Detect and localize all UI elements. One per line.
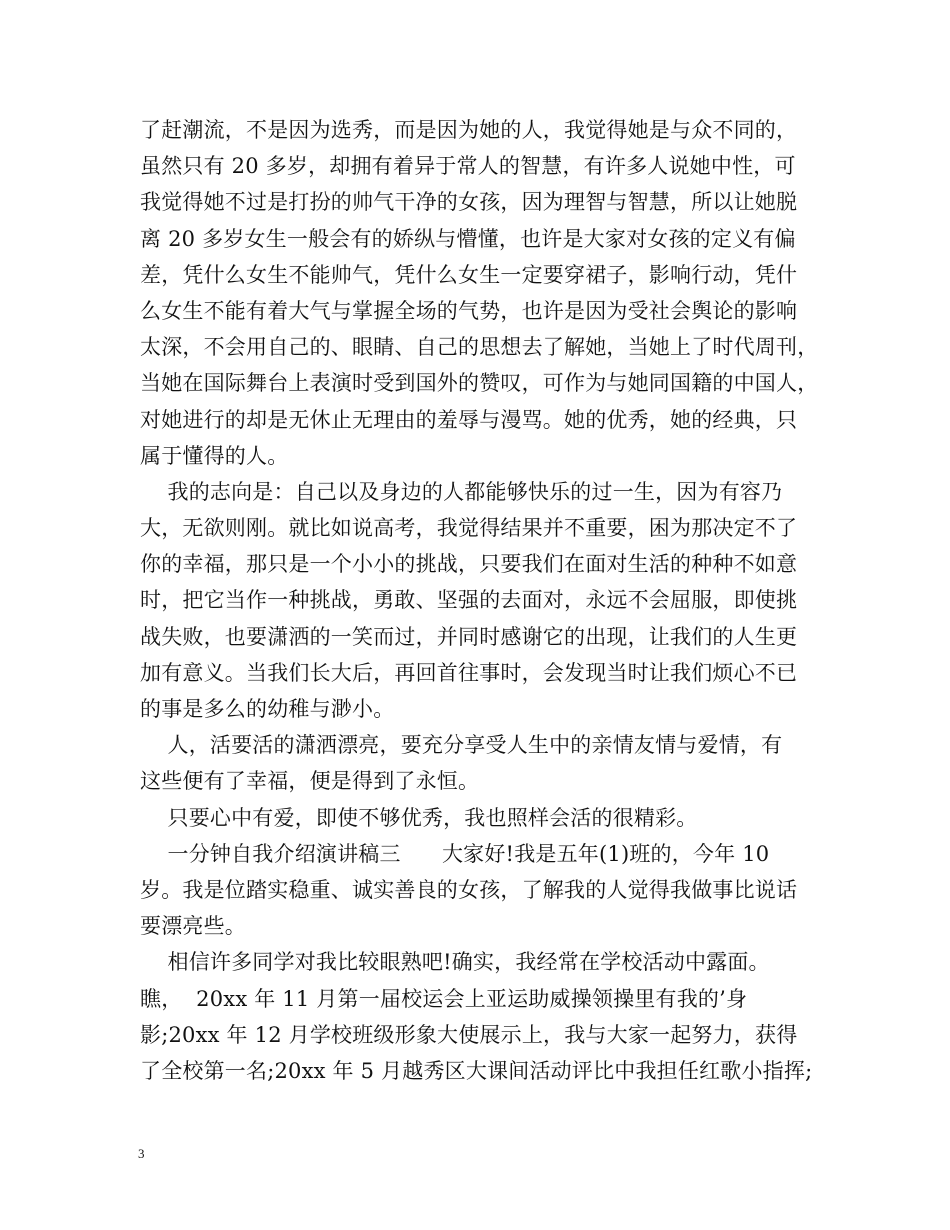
text-line: 相信许多同学对我比较眼熟吧!确实，我经常在学校活动中露面。 bbox=[140, 950, 770, 975]
text-line: 岁。我是位踏实稳重、诚实善良的女孩，了解我的人觉得我做事比说话 bbox=[140, 877, 798, 902]
text-line: 虽然只有 20 多岁，却拥有着异于常人的智慧，有许多人说她中性，可 bbox=[140, 154, 796, 179]
body-text bbox=[140, 112, 820, 1089]
text-line: 影;20xx 年 12 月学校班级形象大使展示上，我与大家一起努力，获得 bbox=[140, 1022, 798, 1047]
text-line: 当她在国际舞台上表演时受到国外的赞叹，可作为与她同国籍的中国人， bbox=[140, 371, 819, 396]
text-line: 我觉得她不过是打扮的帅气干净的女孩，因为理智与智慧，所以让她脱 bbox=[140, 190, 798, 215]
text-line: 这些便有了幸福，便是得到了永恒。 bbox=[140, 769, 480, 794]
text-line: 了赶潮流，不是因为选秀，而是因为她的人，我觉得她是与众不同的， bbox=[140, 118, 798, 142]
text-line: 人，活要活的潇洒漂亮，要充分享受人生中的亲情友情与爱情，有 bbox=[140, 733, 783, 758]
text-line: 的事是多么的幼稚与渺小。 bbox=[140, 697, 395, 721]
text-line: 么女生不能有着大气与掌握全场的气势，也许是因为受社会舆论的影响 bbox=[140, 298, 798, 323]
text-line: 一分钟自我介绍演讲稿三 大家好!我是五年(1)班的，今年 10 bbox=[140, 841, 770, 866]
text-line: 差，凭什么女生不能帅气，凭什么女生一定要穿裙子，影响行动，凭什 bbox=[140, 262, 798, 287]
text-line: 我的志向是：自己以及身边的人都能够快乐的过一生，因为有容乃 bbox=[140, 479, 783, 504]
page-number: 3 bbox=[138, 1146, 145, 1161]
text-line: 加有意义。当我们长大后，再回首往事时，会发现当时让我们烦心不已 bbox=[140, 660, 798, 685]
text-line: 战失败，也要潇洒的一笑而过，并同时感谢它的出现，让我们的人生更 bbox=[140, 624, 798, 649]
text-line: 瞧， 20xx 年 11 月第一届校运会上亚运助威操领操里有我的’身 bbox=[140, 986, 748, 1011]
text-line: 要漂亮些。 bbox=[140, 914, 246, 939]
text-line: 对她进行的却是无休止无理由的羞辱与漫骂。她的优秀，她的经典，只 bbox=[140, 407, 798, 432]
text-line: 时，把它当作一种挑战，勇敢、坚强的去面对，永远不会屈服，即使挑 bbox=[140, 588, 798, 613]
text-line: 了全校第一名;20xx 年 5 月越秀区大课间活动评比中我担任红歌小指挥; bbox=[140, 1058, 813, 1083]
text-line: 你的幸福，那只是一个小小的挑战，只要我们在面对生活的种种不如意 bbox=[140, 552, 798, 577]
text-line: 属于懂得的人。 bbox=[140, 443, 289, 468]
text-line: 只要心中有爱，即使不够优秀，我也照样会活的很精彩。 bbox=[140, 805, 698, 830]
text-line: 离 20 多岁女生一般会有的娇纵与懵懂，也许是大家对女孩的定义有偏 bbox=[140, 226, 796, 251]
text-line: 大，无欲则刚。就比如说高考，我觉得结果并不重要，困为那决定不了 bbox=[140, 516, 798, 541]
text-line: 太深，不会用自己的、眼睛、自己的思想去了解她，当她上了时代周刊， bbox=[140, 335, 819, 360]
